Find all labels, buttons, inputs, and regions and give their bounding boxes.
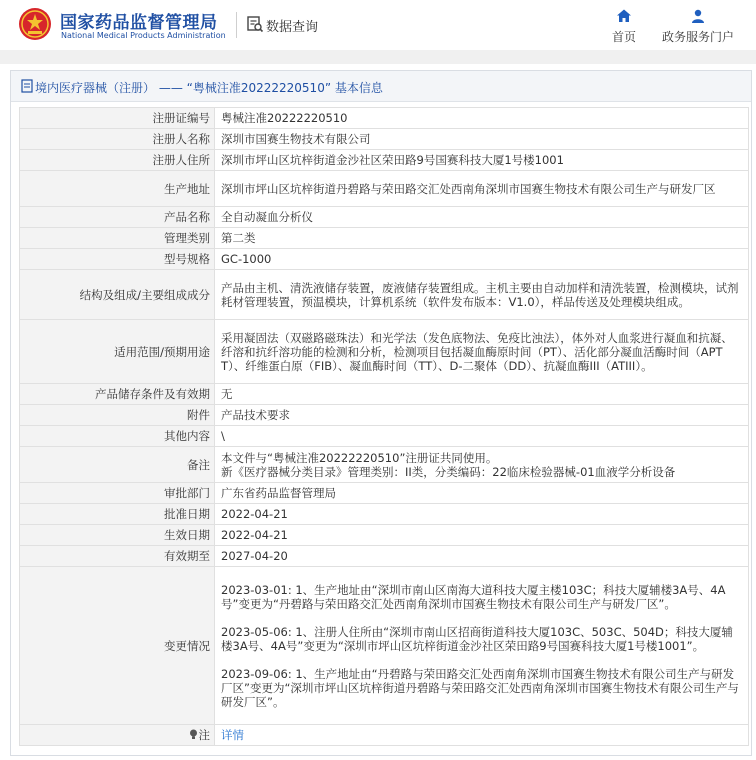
table-row xyxy=(20,228,749,249)
table-row xyxy=(20,567,749,725)
brand-title[interactable]: 国家药品监督管理局 xyxy=(60,13,218,33)
table-row xyxy=(20,525,749,546)
table-row xyxy=(20,171,749,207)
row-label: 其他内容 xyxy=(20,426,215,447)
document-icon xyxy=(21,79,33,93)
details-link[interactable]: 详情 xyxy=(221,728,244,742)
table-row xyxy=(20,320,749,384)
table-row xyxy=(20,270,749,320)
row-value xyxy=(215,447,749,483)
nav-home-label: 首页 xyxy=(611,30,636,44)
brand-subtitle: National Medical Products Administration xyxy=(61,31,226,40)
row-value: 深圳市国赛生物技术有限公司 xyxy=(215,129,749,150)
table-row xyxy=(20,725,749,746)
row-value: 深圳市坪山区坑梓街道金沙社区荣田路9号国赛科技大厦1号楼1001 xyxy=(215,150,749,171)
row-label: 产品储存条件及有效期 xyxy=(20,384,215,405)
header-band xyxy=(0,50,756,64)
table-row xyxy=(20,150,749,171)
table-row xyxy=(20,108,749,129)
row-label: 管理类别 xyxy=(20,228,215,249)
panel-header xyxy=(11,71,751,102)
table-row xyxy=(20,483,749,504)
row-value: 采用凝固法（双磁路磁珠法）和光学法（发色底物法、免疫比浊法），体外对人血浆进行凝血和抗凝、纤溶和抗纤溶功能的检测和分析，检测项目包括凝血酶原时间（PT）、活化部分凝血活酶时间（APTT）、纤维蛋白原（FIB）、凝血酶时间（TT）、D-二聚体（DD）、抗凝血酶III（ATIII）。 xyxy=(215,320,749,384)
table-row xyxy=(20,405,749,426)
table-row xyxy=(20,249,749,270)
row-value: 全自动凝血分析仪 xyxy=(215,207,749,228)
table-row xyxy=(20,384,749,405)
row-label: 注册人住所 xyxy=(20,150,215,171)
row-label: 产品名称 xyxy=(20,207,215,228)
row-label: 生产地址 xyxy=(20,171,215,207)
nav-home[interactable] xyxy=(606,8,642,45)
user-icon xyxy=(690,8,706,24)
change-entry: 2023-03-01: 1、生产地址由“深圳市南山区南海大道科技大厦主楼103C；科技大厦辅楼3A号、4A号”变更为“丹碧路与荣田路交汇处西南角深圳市国赛生物技术有限公司生产与研发厂区”。 xyxy=(221,582,726,611)
header-divider xyxy=(236,12,237,38)
change-entry: 2023-09-06: 1、生产地址由“丹碧路与荣田路交汇处西南角深圳市国赛生物技术有限公司生产与研发厂区”变更为“深圳市坪山区坑梓街道丹碧路与荣田路交汇处西南角深圳市国赛生物技术有限公司生产与研发厂区”。 xyxy=(221,666,739,709)
nav-service-portal[interactable] xyxy=(658,8,738,45)
row-label: 结构及组成/主要组成成分 xyxy=(20,270,215,320)
row-value: 无 xyxy=(215,384,749,405)
row-value: 粤械注准20222220510 xyxy=(215,108,749,129)
remark-line: 新《医疗器械分类目录》管理类别：II类，分类编码：22临床检验器械-01血液学分析设备 xyxy=(221,464,676,479)
row-label: 附件 xyxy=(20,405,215,426)
bulb-icon xyxy=(189,729,198,740)
row-value: 2027-04-20 xyxy=(215,546,749,567)
remark-line: 本文件与“粤械注准20222220510”注册证共同使用。 xyxy=(221,450,498,465)
data-query-icon[interactable] xyxy=(246,15,264,33)
change-entry: 2023-05-06: 1、注册人住所由“深圳市南山区招商街道科技大厦103C、503C、504D；科技大厦辅楼3A号、4A号”变更为“深圳市坪山区坑梓街道金沙社区荣田路9号国赛科技大厦1号楼1001”。 xyxy=(221,624,733,653)
row-value: GC-1000 xyxy=(215,249,749,270)
row-label: 有效期至 xyxy=(20,546,215,567)
row-label: 备注 xyxy=(20,447,215,483)
home-icon xyxy=(616,8,632,24)
info-table xyxy=(19,107,749,746)
row-label: 注册人名称 xyxy=(20,129,215,150)
row-label: 审批部门 xyxy=(20,483,215,504)
info-panel xyxy=(10,70,752,756)
row-value: 广东省药品监督管理局 xyxy=(215,483,749,504)
row-value xyxy=(215,725,749,746)
row-label: 型号规格 xyxy=(20,249,215,270)
row-value: 2022-04-21 xyxy=(215,525,749,546)
national-emblem-icon xyxy=(18,7,52,41)
row-label: 批准日期 xyxy=(20,504,215,525)
table-row xyxy=(20,426,749,447)
row-value: 第二类 xyxy=(215,228,749,249)
table-row xyxy=(20,129,749,150)
row-value: 产品由主机、清洗液储存装置，废液储存装置组成。主机主要由自动加样和清洗装置，检测模块，试剂耗材管理装置，预温模块，计算机系统（软件发布版本：V1.0），样品传送及处理模块组成。 xyxy=(215,270,749,320)
row-label: 适用范围/预期用途 xyxy=(20,320,215,384)
table-row xyxy=(20,207,749,228)
panel-title: 境内医疗器械（注册） —— “粤械注准20222220510” 基本信息 xyxy=(35,81,383,95)
table-row xyxy=(20,447,749,483)
row-label: 注 xyxy=(198,728,210,742)
row-value xyxy=(215,567,749,725)
site-header xyxy=(0,0,756,50)
row-label: 变更情况 xyxy=(20,567,215,725)
note-label-cell xyxy=(20,725,215,746)
nav-service-label: 政务服务门户 xyxy=(661,30,734,44)
table-row xyxy=(20,504,749,525)
row-value: \ xyxy=(215,426,749,447)
row-value: 深圳市坪山区坑梓街道丹碧路与荣田路交汇处西南角深圳市国赛生物技术有限公司生产与研发厂区 xyxy=(215,171,749,207)
data-query-link[interactable]: 数据查询 xyxy=(266,20,319,35)
row-value: 2022-04-21 xyxy=(215,504,749,525)
row-label: 注册证编号 xyxy=(20,108,215,129)
row-value: 产品技术要求 xyxy=(215,405,749,426)
table-row xyxy=(20,546,749,567)
row-label: 生效日期 xyxy=(20,525,215,546)
